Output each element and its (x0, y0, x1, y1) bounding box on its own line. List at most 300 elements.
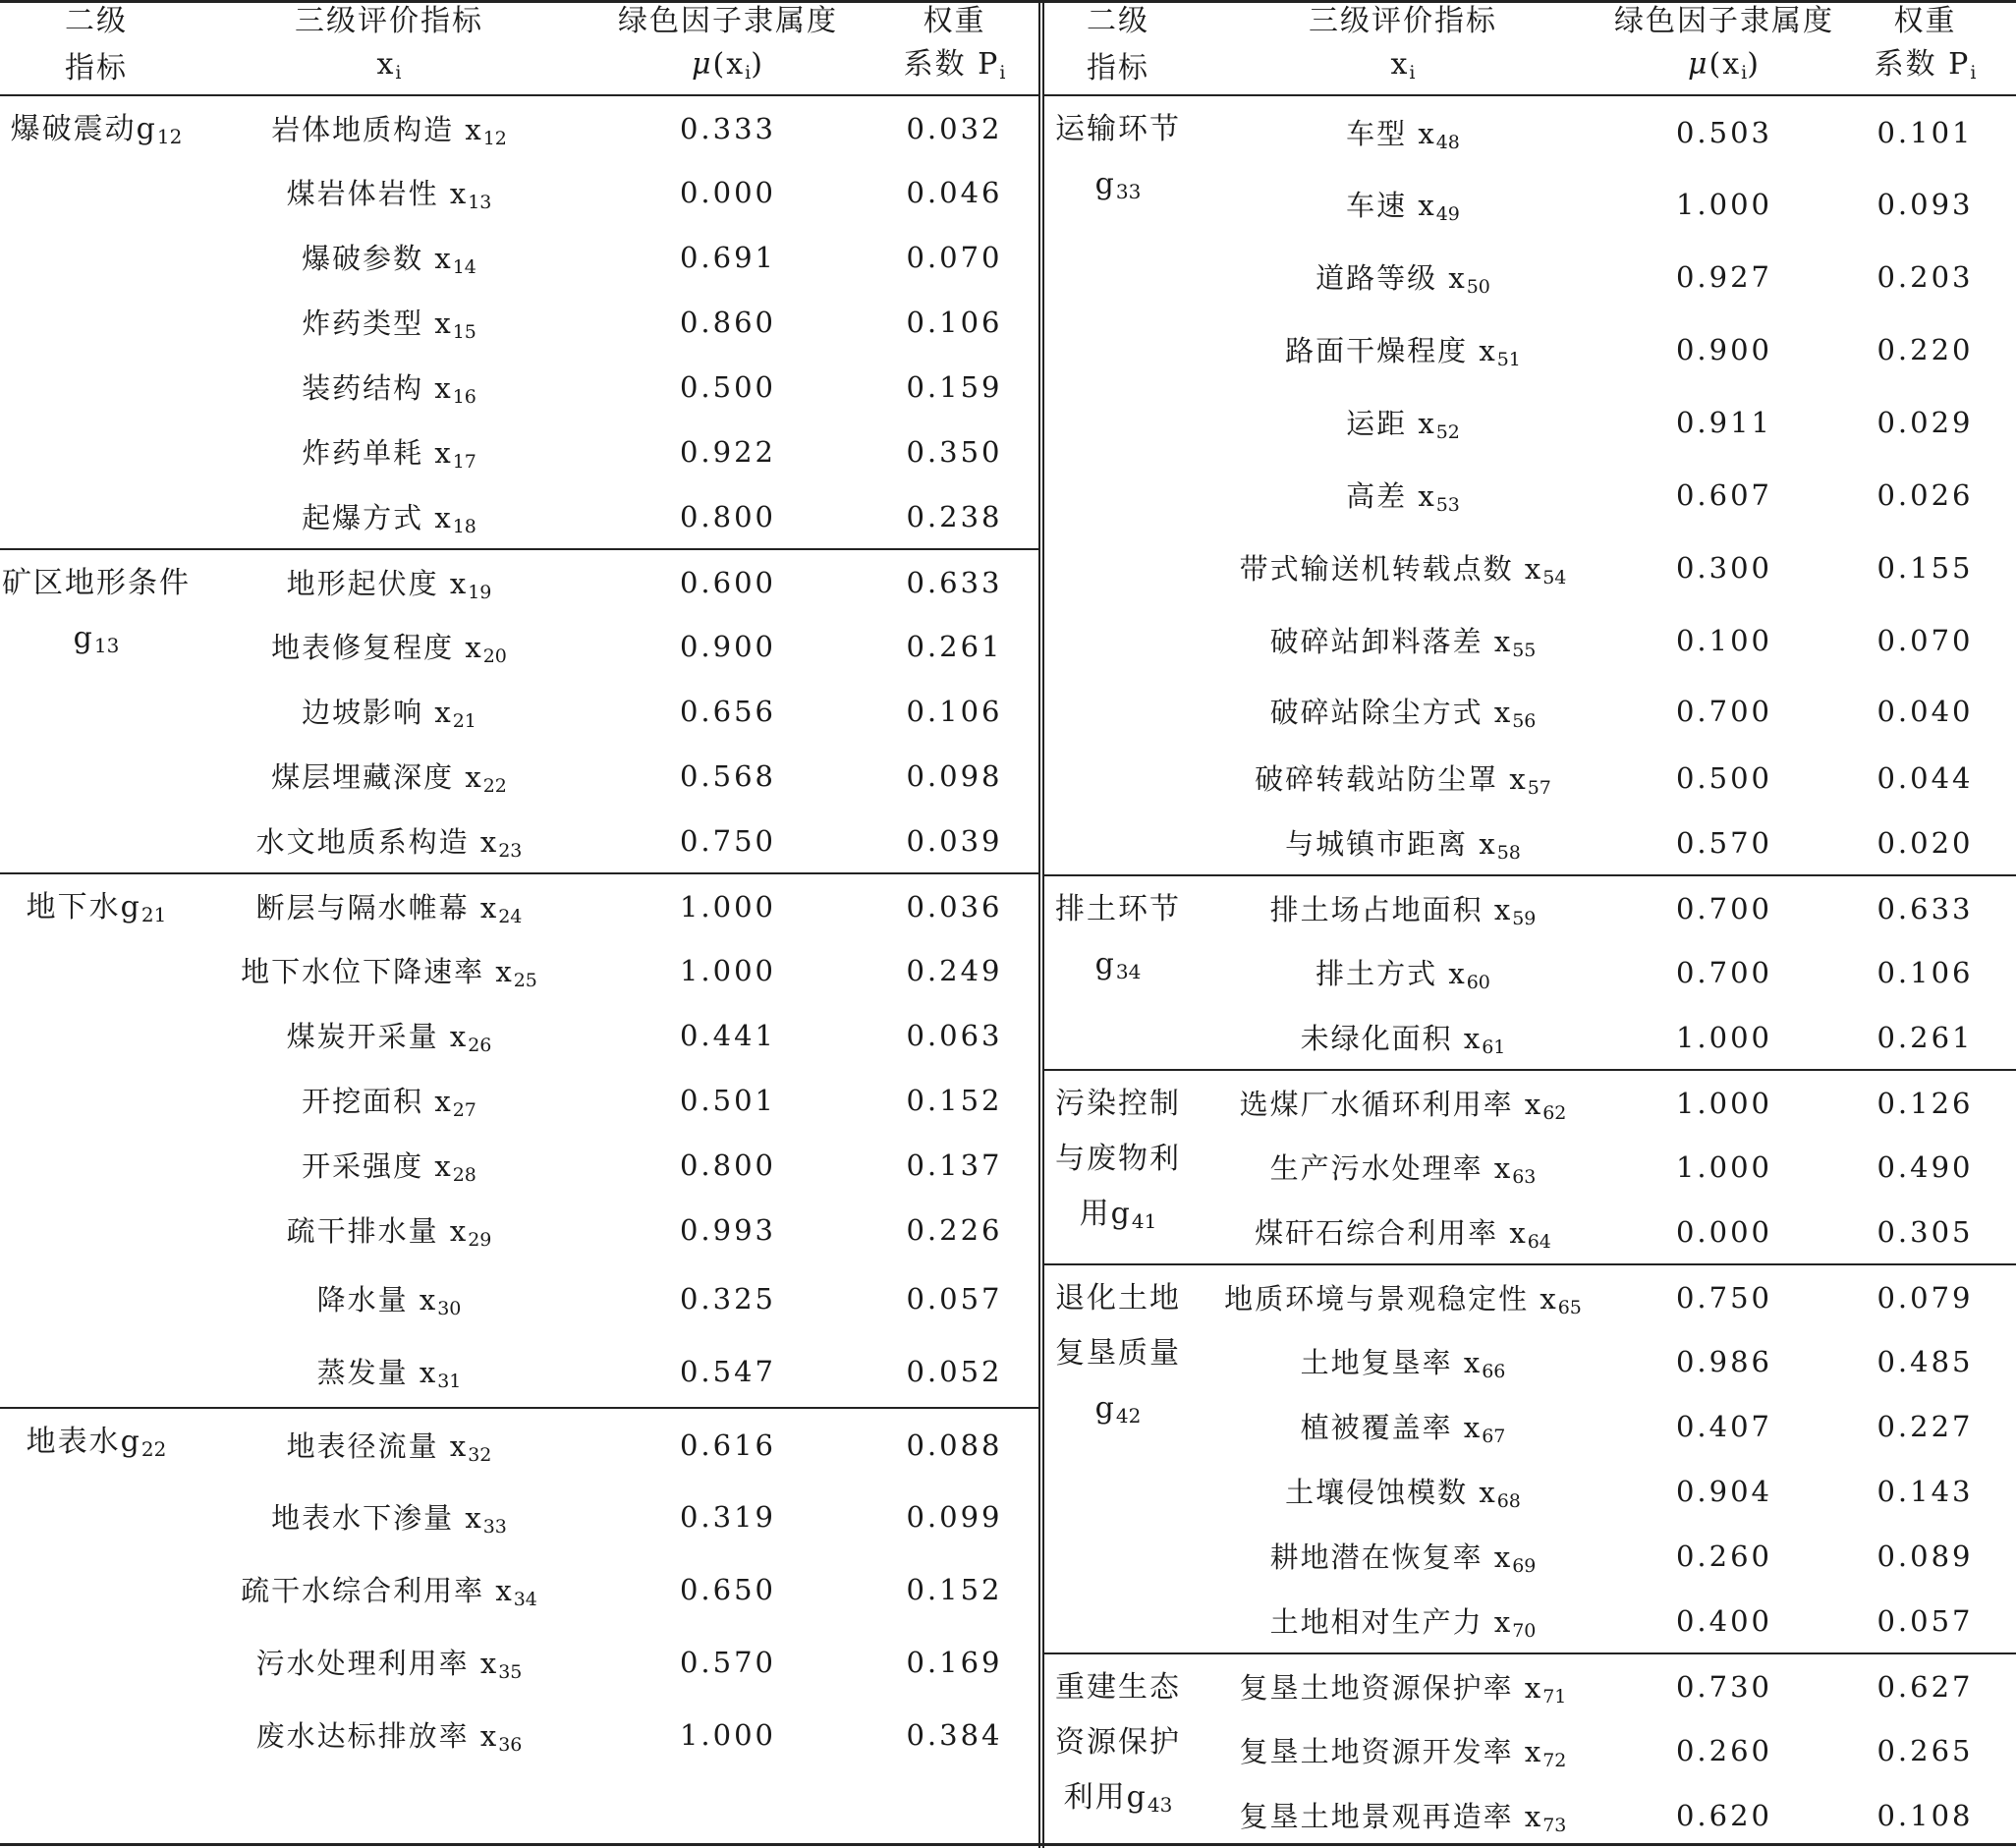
weight-value: 0.633 (1834, 875, 2016, 940)
membership-value: 0.656 (679, 695, 777, 728)
weight-value: 0.227 (1876, 1410, 1974, 1443)
indicator-subscript: 62 (1542, 1101, 1567, 1124)
table-row (1044, 875, 2016, 940)
indicator-label (1192, 532, 1614, 604)
indicator-subscript: 31 (437, 1370, 462, 1392)
table-row (1044, 1070, 2016, 1135)
indicator-name: 高差 x (1346, 479, 1436, 513)
indicator-subscript: 15 (452, 321, 476, 343)
group-name: 矿区地形条件 (2, 566, 191, 600)
indicator-label (193, 873, 586, 938)
indicator-name: 煤层埋藏深度 x (271, 760, 483, 794)
indicator-subscript: 70 (1512, 1619, 1537, 1642)
indicator-label (1192, 677, 1614, 746)
indicator-name: 开挖面积 x (302, 1085, 453, 1118)
membership-value: 0.911 (1675, 406, 1773, 439)
indicator-name: 煤岩体岩性 x (286, 177, 469, 210)
indicator-name: 复垦土地资源保护率 x (1239, 1670, 1543, 1705)
indicator-subscript: 36 (498, 1734, 523, 1756)
indicator-label (1192, 1005, 1614, 1070)
indicator-label (1192, 1524, 1614, 1589)
indicator-subscript: 55 (1512, 640, 1537, 661)
weight-value: 0.137 (906, 1148, 1003, 1182)
indicator-name: 植被覆盖率 x (1300, 1411, 1483, 1444)
indicator-subscript: 34 (513, 1589, 537, 1610)
indicator-name: 地表水下渗量 x (271, 1501, 483, 1535)
indicator-label (1192, 940, 1614, 1005)
indicator-subscript: 17 (452, 451, 476, 473)
indicator-name: 地质环境与景观稳定性 x (1224, 1281, 1558, 1316)
header-indicator: 指标 (0, 43, 193, 95)
header-row-1 (0, 0, 1038, 43)
indicator-name: 运距 x (1346, 407, 1436, 440)
membership-value: 0.407 (1675, 1410, 1773, 1443)
weight-value: 0.093 (1876, 188, 1974, 221)
table-row (1044, 1264, 2016, 1329)
indicator-label (193, 95, 586, 160)
indicator-label (193, 1626, 586, 1699)
group-code-subscript: 22 (140, 1437, 167, 1461)
indicator-name: 未绿化面积 x (1300, 1021, 1483, 1055)
indicator-label (1192, 1264, 1614, 1329)
group-code: g (120, 1425, 141, 1459)
indicator-subscript: 69 (1512, 1555, 1537, 1577)
weight-value: 0.384 (906, 1718, 1003, 1752)
group-code: g (1110, 1197, 1132, 1231)
membership-value: 0.500 (679, 370, 777, 404)
membership-value: 0.927 (1675, 260, 1773, 294)
indicator-name: 边坡影响 x (302, 696, 453, 729)
membership-value: 0.730 (1614, 1653, 1834, 1718)
indicator-name: 排土方式 x (1316, 957, 1467, 990)
header-secondary-indicator: 二级 (65, 4, 128, 38)
membership-value: 0.750 (1614, 1264, 1834, 1329)
membership-value: 1.000 (1675, 188, 1773, 221)
weight-value: 0.101 (1876, 115, 1974, 149)
indicator-subscript: 13 (468, 192, 492, 213)
membership-value: 0.691 (679, 241, 777, 274)
membership-value: 0.800 (679, 1148, 777, 1182)
indicator-name: 道路等级 x (1316, 261, 1467, 295)
group-name: 污染控制与废物利用 (1055, 1087, 1181, 1231)
weight-value: 0.079 (1834, 1264, 2016, 1329)
indicator-name: 地下水位下降速率 x (241, 955, 514, 988)
group-code-subscript: 42 (1115, 1404, 1142, 1428)
indicator-name: 蒸发量 x (316, 1355, 438, 1389)
indicator-label (1192, 1653, 1614, 1718)
weight-value: 0.098 (906, 759, 1003, 793)
weight-value: 0.106 (906, 306, 1003, 339)
indicator-label (193, 1133, 586, 1198)
membership-value: 1.000 (1675, 1020, 1773, 1054)
indicator-name: 排土场占地面积 x (1269, 892, 1513, 926)
group-code-subscript: 34 (1115, 960, 1142, 983)
membership-value: 0.600 (586, 549, 870, 614)
membership-value: 0.800 (679, 499, 777, 533)
indicator-subscript: 54 (1542, 567, 1567, 588)
membership-value: 0.607 (1675, 478, 1773, 512)
group-code-subscript: 12 (156, 125, 183, 148)
indicator-subscript: 16 (452, 386, 476, 408)
indicator-name: 土地相对生产力 x (1269, 1604, 1513, 1639)
indicator-label (1192, 459, 1614, 532)
weight-value: 0.026 (1876, 478, 1974, 512)
weight-value: 0.220 (1876, 333, 1974, 366)
membership-value: 0.700 (1675, 956, 1773, 989)
indicator-name: 炸药类型 x (302, 307, 453, 340)
indicator-name: 复垦土地景观再造率 x (1239, 1800, 1543, 1833)
indicator-name: 生产污水处理率 x (1269, 1151, 1513, 1185)
indicator-subscript: 65 (1557, 1296, 1582, 1318)
indicator-subscript: 49 (1435, 203, 1460, 225)
membership-value: 0.319 (679, 1500, 777, 1534)
header-coefficient-pi: 系数 $P_i$ (870, 43, 1038, 95)
right-table-header (1044, 0, 2016, 95)
indicator-subscript: 14 (452, 256, 476, 278)
indicator-label (193, 1003, 586, 1068)
weight-value: 0.106 (1876, 956, 1974, 989)
indicator-label (1192, 1329, 1614, 1394)
indicator-label (193, 1408, 586, 1481)
indicator-label (1192, 1070, 1614, 1135)
header-mu-xi: $\mu(x_i)$ (1614, 43, 1834, 95)
indicator-subscript: 25 (513, 970, 537, 991)
weight-value: 0.039 (906, 823, 1003, 858)
group-code: g (120, 890, 141, 924)
indicator-subscript: 53 (1435, 494, 1460, 516)
indicator-label (1192, 1135, 1614, 1200)
header-row-2 (0, 43, 1038, 95)
weight-value: 0.627 (1834, 1653, 2016, 1718)
indicator-name: 带式输送机转载点数 x (1239, 552, 1543, 586)
membership-value: 0.400 (1675, 1603, 1773, 1638)
indicator-label (193, 225, 586, 290)
header-xi: $x_i$ (1192, 43, 1614, 95)
membership-value: 0.300 (1675, 551, 1773, 585)
header-mu-xi: $\mu(x_i)$ (586, 43, 870, 95)
header-row-2 (1044, 43, 2016, 95)
indicator-name: 复垦土地资源开发率 x (1239, 1735, 1543, 1768)
indicator-label (1192, 875, 1614, 940)
weight-value: 0.203 (1876, 260, 1974, 294)
indicator-subscript: 66 (1482, 1361, 1506, 1382)
indicator-subscript: 35 (498, 1661, 523, 1683)
membership-value: 1.000 (586, 873, 870, 938)
indicator-subscript: 22 (482, 775, 507, 797)
indicator-label (193, 614, 586, 679)
group-code-subscript: 43 (1147, 1793, 1173, 1817)
membership-value: 0.904 (1675, 1475, 1773, 1508)
indicator-subscript: 50 (1466, 276, 1490, 298)
weight-value: 0.057 (906, 1282, 1003, 1316)
weight-value: 0.265 (1876, 1734, 1974, 1767)
group-name: 地表水 (26, 1425, 121, 1459)
membership-value: 0.260 (1675, 1734, 1773, 1767)
indicator-subscript: 52 (1435, 421, 1460, 443)
indicator-label (1192, 1718, 1614, 1783)
indicator-subscript: 30 (437, 1298, 462, 1319)
indicator-subscript: 33 (482, 1516, 507, 1538)
indicator-name: 降水量 x (316, 1283, 438, 1316)
membership-value: 0.000 (679, 176, 777, 209)
weight-value: 0.305 (1876, 1214, 1974, 1249)
indicator-name: 岩体地质构造 x (271, 112, 483, 146)
group-name: 爆破震动 (10, 112, 137, 146)
header-xi: $x_i$ (193, 43, 586, 95)
indicator-subscript: 72 (1542, 1750, 1567, 1771)
indicator-label (1192, 1459, 1614, 1524)
weight-value: 0.046 (906, 176, 1003, 209)
header-tertiary-indicator: 三级评价指标 (295, 4, 483, 38)
indicator-subscript: 12 (482, 127, 507, 149)
indicator-name: 疏干水综合利用率 x (241, 1574, 514, 1607)
indicator-subscript: 57 (1527, 777, 1551, 799)
indicator-label (193, 938, 586, 1003)
weight-value: 0.238 (906, 499, 1003, 533)
membership-value: 1.000 (679, 1718, 777, 1752)
membership-value: 0.500 (1675, 761, 1773, 795)
indicator-subscript: 20 (482, 645, 507, 667)
indicator-name: 地表修复程度 x (271, 631, 483, 664)
group-name: 运输环节 (1055, 112, 1181, 146)
header-coefficient-pi: 系数 $P_i$ (1834, 43, 2016, 95)
left-indicator-table (0, 0, 1038, 1771)
weight-value: 0.044 (1876, 761, 1974, 795)
left-table-header (0, 0, 1038, 95)
indicator-label (1192, 386, 1614, 459)
table-row (0, 549, 1038, 614)
indicator-name: 煤炭开采量 x (286, 1020, 469, 1053)
indicator-subscript: 61 (1482, 1036, 1506, 1058)
group-code: g (1094, 1391, 1116, 1426)
membership-value: 1.000 (679, 954, 777, 987)
indicator-name: 废水达标排放率 x (255, 1719, 499, 1753)
indicator-label (193, 679, 586, 744)
indicator-label (193, 484, 586, 549)
weight-value: 0.261 (1876, 1020, 1974, 1054)
header-tertiary-indicator: 三级评价指标 (1309, 4, 1497, 38)
indicator-name: 污水处理利用率 x (255, 1647, 499, 1680)
table-row (1044, 95, 2016, 168)
weight-value: 0.143 (1876, 1475, 1974, 1508)
table-row (0, 1408, 1038, 1481)
indicator-subscript: 48 (1435, 131, 1460, 153)
group-code: g (1094, 167, 1116, 201)
indicator-name: 开采强度 x (302, 1149, 453, 1183)
membership-value: 0.501 (679, 1084, 777, 1117)
indicator-label (1192, 241, 1614, 313)
indicator-name: 爆破参数 x (302, 242, 453, 275)
membership-value: 0.441 (679, 1019, 777, 1052)
membership-value: 0.922 (679, 435, 777, 469)
weight-value: 0.490 (1876, 1150, 1974, 1184)
indicator-label (1192, 1783, 1614, 1848)
membership-value: 0.986 (1675, 1345, 1773, 1378)
weight-value: 0.261 (906, 630, 1003, 663)
group-cell (0, 873, 193, 1408)
membership-value: 0.900 (1675, 333, 1773, 366)
indicator-label (1192, 1200, 1614, 1264)
weight-value: 0.070 (1876, 624, 1974, 657)
membership-value: 1.000 (1614, 1070, 1834, 1135)
header-membership-degree: 绿色因子隶属度 (1614, 4, 1834, 38)
header-row-1 (1044, 0, 2016, 43)
membership-value: 1.000 (1675, 1150, 1773, 1184)
indicator-subscript: 51 (1496, 349, 1521, 370)
indicator-label (193, 1262, 586, 1335)
left-table-body (0, 95, 1038, 1771)
weight-value: 0.226 (906, 1213, 1003, 1247)
membership-value: 0.568 (679, 759, 777, 793)
indicator-name: 水文地质系构造 x (255, 824, 499, 859)
group-cell (1044, 1070, 1192, 1264)
indicator-name: 地形起伏度 x (286, 566, 469, 600)
membership-value: 0.700 (1675, 695, 1773, 728)
indicator-name: 土壤侵蚀模数 x (1285, 1476, 1497, 1509)
weight-value: 0.106 (906, 695, 1003, 728)
group-cell (1044, 1653, 1192, 1848)
weight-value: 0.126 (1834, 1070, 2016, 1135)
indicator-label (193, 809, 586, 873)
indicator-name: 路面干燥程度 x (1285, 334, 1497, 367)
group-cell (1044, 95, 1192, 875)
indicator-subscript: 32 (468, 1443, 492, 1466)
indicator-subscript: 28 (452, 1164, 476, 1186)
weight-value: 0.155 (1876, 551, 1974, 585)
indicator-subscript: 21 (452, 710, 476, 732)
indicator-subscript: 59 (1512, 907, 1537, 929)
indicator-subscript: 67 (1482, 1426, 1506, 1447)
weight-value: 0.350 (906, 435, 1003, 469)
indicator-name: 选煤厂水循环利用率 x (1239, 1087, 1543, 1121)
group-code-subscript: 33 (1115, 180, 1142, 203)
indicator-subscript: 73 (1542, 1815, 1567, 1836)
header-indicator: 指标 (1044, 43, 1192, 95)
weight-value: 0.052 (906, 1354, 1003, 1388)
header-weight: 权重 (923, 4, 986, 38)
table-row (0, 873, 1038, 938)
table-row (0, 95, 1038, 160)
group-name: 重建生态资源保护利用 (1055, 1670, 1181, 1815)
table-row (1044, 1653, 2016, 1718)
indicator-subscript: 71 (1542, 1685, 1567, 1708)
weight-value: 0.108 (1876, 1799, 1974, 1832)
membership-value: 0.650 (679, 1573, 777, 1606)
indicator-subscript: 26 (468, 1035, 492, 1056)
indicator-label (193, 1699, 586, 1771)
group-code: g (136, 112, 157, 146)
indicator-label (1192, 1394, 1614, 1459)
group-name: 排土环节 (1055, 892, 1181, 926)
indicator-name: 炸药单耗 x (302, 436, 453, 470)
indicator-subscript: 24 (498, 905, 523, 927)
group-cell (0, 1408, 193, 1771)
group-name: 地下水 (26, 890, 121, 924)
indicator-label (1192, 1589, 1614, 1653)
weight-value: 0.020 (1876, 825, 1974, 860)
membership-value: 0.100 (1675, 624, 1773, 657)
membership-value: 0.000 (1675, 1214, 1773, 1249)
indicator-name: 与城镇市距离 x (1285, 826, 1497, 861)
indicator-name: 疏干排水量 x (286, 1214, 469, 1248)
indicator-name: 耕地潜在恢复率 x (1269, 1540, 1513, 1574)
indicator-label (193, 290, 586, 355)
weight-value: 0.070 (906, 241, 1003, 274)
header-weight: 权重 (1893, 4, 1957, 38)
membership-value: 0.325 (679, 1282, 777, 1316)
indicator-label (193, 1553, 586, 1626)
indicator-label (193, 1335, 586, 1408)
indicator-subscript: 29 (468, 1229, 492, 1251)
membership-value: 0.700 (1614, 875, 1834, 940)
membership-value: 0.570 (679, 1646, 777, 1679)
indicator-label (1192, 746, 1614, 811)
indicator-label (193, 549, 586, 614)
membership-value: 0.260 (1675, 1540, 1773, 1573)
membership-value: 0.547 (679, 1354, 777, 1388)
weight-value: 0.152 (906, 1084, 1003, 1117)
indicator-label (193, 420, 586, 484)
indicator-name: 破碎转载站防尘罩 x (1255, 762, 1528, 796)
indicator-subscript: 68 (1496, 1490, 1521, 1512)
membership-value: 0.616 (586, 1408, 870, 1481)
weight-value: 0.169 (906, 1646, 1003, 1679)
weight-value: 0.089 (1876, 1540, 1974, 1573)
indicator-label (1192, 168, 1614, 241)
indicator-label (193, 1481, 586, 1553)
group-code-subscript: 41 (1131, 1209, 1157, 1233)
indicator-name: 车速 x (1346, 189, 1436, 222)
indicator-subscript: 60 (1466, 972, 1490, 993)
membership-value: 0.503 (1675, 115, 1773, 149)
indicator-label (193, 1068, 586, 1133)
weight-value: 0.159 (906, 370, 1003, 404)
indicator-label (193, 1198, 586, 1262)
weight-value: 0.040 (1876, 695, 1974, 728)
indicator-label (1192, 811, 1614, 875)
weight-value: 0.633 (870, 549, 1038, 614)
weight-value: 0.029 (1876, 406, 1974, 439)
indicator-name: 地表径流量 x (286, 1428, 469, 1463)
indicator-name: 破碎站除尘方式 x (1269, 696, 1513, 729)
indicator-name: 煤矸石综合利用率 x (1255, 1215, 1528, 1250)
header-membership-degree: 绿色因子隶属度 (618, 4, 838, 38)
weight-value: 0.088 (870, 1408, 1038, 1481)
membership-value: 0.750 (679, 823, 777, 858)
membership-value: 0.620 (1675, 1799, 1773, 1832)
group-code: g (1094, 947, 1116, 981)
indicator-name: 破碎站卸料落差 x (1269, 625, 1513, 658)
group-name: 退化土地复垦质量 (1055, 1281, 1181, 1371)
indicator-label (1192, 313, 1614, 386)
weight-value: 0.036 (870, 873, 1038, 938)
group-cell (0, 549, 193, 873)
indicator-subscript: 27 (452, 1099, 476, 1121)
header-secondary-indicator: 二级 (1087, 4, 1149, 38)
indicator-name: 车型 x (1346, 116, 1436, 150)
membership-value: 0.860 (679, 306, 777, 339)
indicator-subscript: 19 (468, 581, 492, 603)
indicator-label (193, 355, 586, 420)
indicator-label (193, 744, 586, 809)
weight-value: 0.063 (906, 1019, 1003, 1052)
group-code: g (73, 621, 94, 655)
weight-value: 0.057 (1876, 1603, 1974, 1638)
weight-value: 0.485 (1876, 1345, 1974, 1378)
membership-value: 0.570 (1675, 825, 1773, 860)
weight-value: 0.099 (906, 1500, 1003, 1534)
group-code: g (1126, 1780, 1148, 1815)
